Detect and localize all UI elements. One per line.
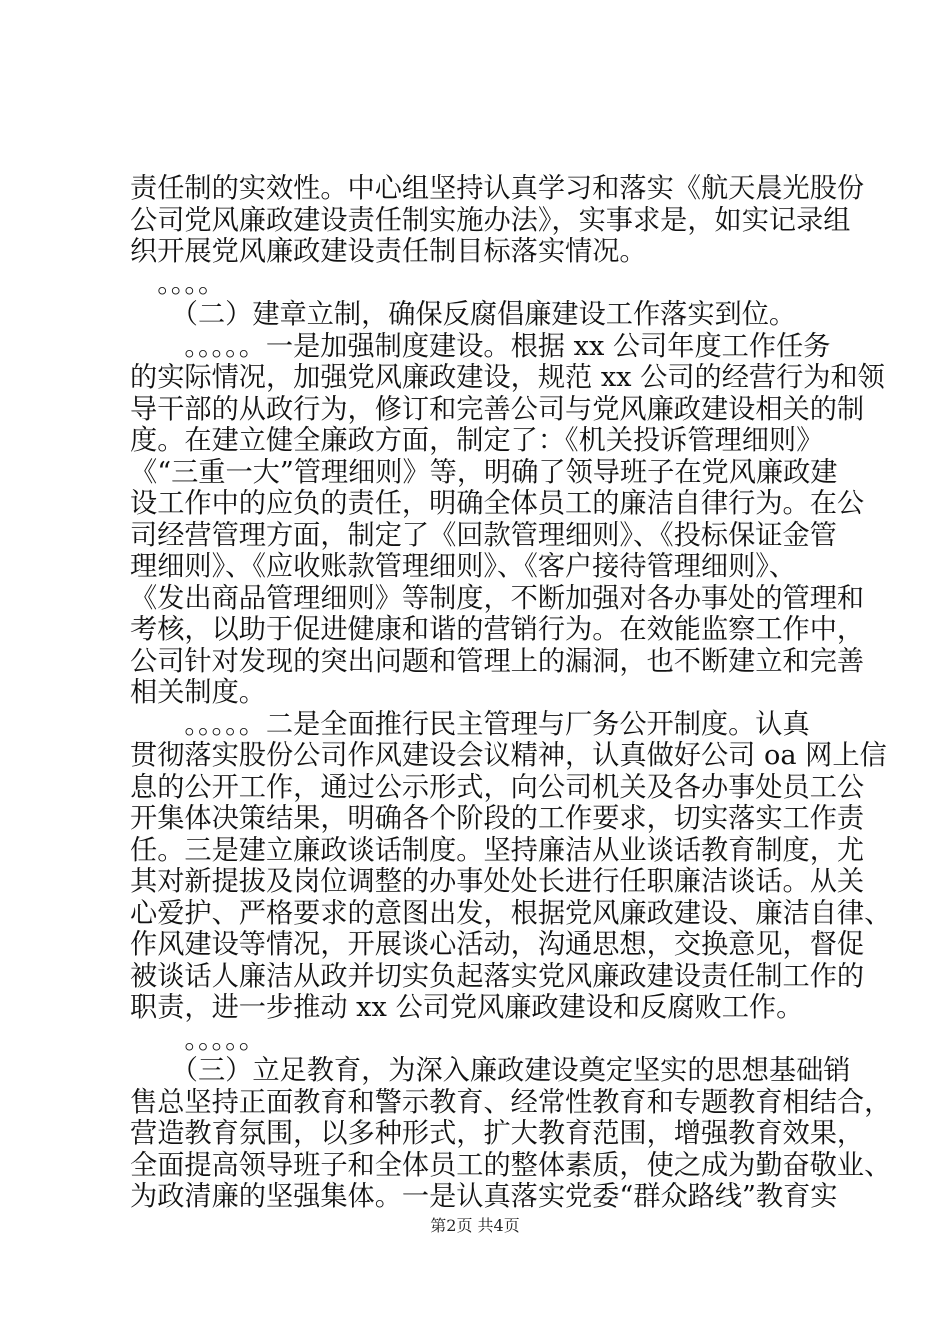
text-line: 。。。。。 — [130, 1023, 266, 1055]
text-line: 其对新提拔及岗位调整的办事处处长进行任职廉洁谈话。从关 — [130, 866, 865, 897]
text-line: 贯彻落实股份公司作风建设会议精神，认真做好公司 oa 网上信 — [130, 740, 887, 771]
text-line: 为政清廉的坚强集体。一是认真落实党委“群众路线”教育实 — [130, 1181, 838, 1212]
text-line: 理细则》、《应收账款管理细则》、《客户接待管理细则》、 — [130, 551, 797, 582]
text-line: 职责，进一步推动 xx 公司党风廉政建设和反腐败工作。 — [130, 992, 804, 1023]
text-line: 公司党风廉政建设责任制实施办法》，实事求是，如实记录组 — [130, 204, 851, 236]
text-line: 息的公开工作，通过公示形式，向公司机关及各办事处员工公 — [130, 771, 865, 803]
text-line: 。。。。。一是加强制度建设。根据 xx 公司年度工作任务 — [130, 330, 831, 362]
text-line: 的实际情况，加强党风廉政建设，规范 xx 公司的经营行为和领 — [130, 362, 885, 393]
text-line: 责任制的实效性。中心组坚持认真学习和落实《航天晨光股份 — [130, 173, 865, 204]
text-line: 《“三重一大”管理细则》等，明确了领导班子在党风廉政建 — [130, 456, 838, 488]
text-line: 售总坚持正面教育和警示教育、经常性教育和专题教育相结合， — [130, 1086, 892, 1118]
text-line: 织开展党风廉政建设责任制目标落实情况。 — [130, 236, 647, 267]
text-line: 作风建设等情况，开展谈心活动，沟通思想，交换意见，督促 — [130, 929, 865, 960]
text-line: 营造教育氛围，以多种形式，扩大教育范围，增强教育效果， — [130, 1118, 865, 1149]
page-footer: 第2页 共4页 — [430, 1216, 520, 1235]
text-line: （二）建章立制，确保反腐倡廉建设工作落实到位。 — [130, 299, 797, 330]
text-line: 被谈话人廉洁从政并切实负起落实党风廉政建设责任制工作的 — [130, 960, 865, 992]
text-line: 开集体决策结果，明确各个阶段的工作要求，切实落实工作责 — [130, 803, 865, 834]
text-line: （三）立足教育，为深入廉政建设奠定坚实的思想基础销 — [130, 1055, 851, 1086]
text-line: 公司针对发现的突出问题和管理上的漏洞，也不断建立和完善 — [130, 645, 865, 677]
text-line: 考核，以助于促进健康和谐的营销行为。在效能监察工作中， — [130, 614, 865, 645]
text-line: 心爱护、严格要求的意图出发，根据党风廉政建设、廉洁自律、 — [130, 897, 892, 929]
text-line: 任。三是建立廉政谈话制度。坚持廉洁从业谈话教育制度，尤 — [130, 834, 865, 866]
text-line: 度。在建立健全廉政方面，制定了：《机关投诉管理细则》 — [130, 425, 824, 456]
text-line: 。。。。。二是全面推行民主管理与厂务公开制度。认真 — [130, 708, 810, 740]
text-line: 。。。。 — [130, 267, 226, 299]
text-line: 设工作中的应负的责任，明确全体员工的廉洁自律行为。在公 — [130, 488, 865, 519]
text-line: 《发出商品管理细则》等制度，不断加强对各办事处的管理和 — [130, 582, 865, 614]
text-line: 导干部的从政行为，修订和完善公司与党风廉政建设相关的制 — [130, 393, 865, 425]
text-line: 全面提高领导班子和全体员工的整体素质，使之成为勤奋敬业、 — [130, 1149, 892, 1181]
text-line: 司经营管理方面，制定了《回款管理细则》、《投标保证金管 — [130, 519, 837, 551]
text-line: 相关制度。 — [130, 677, 266, 708]
